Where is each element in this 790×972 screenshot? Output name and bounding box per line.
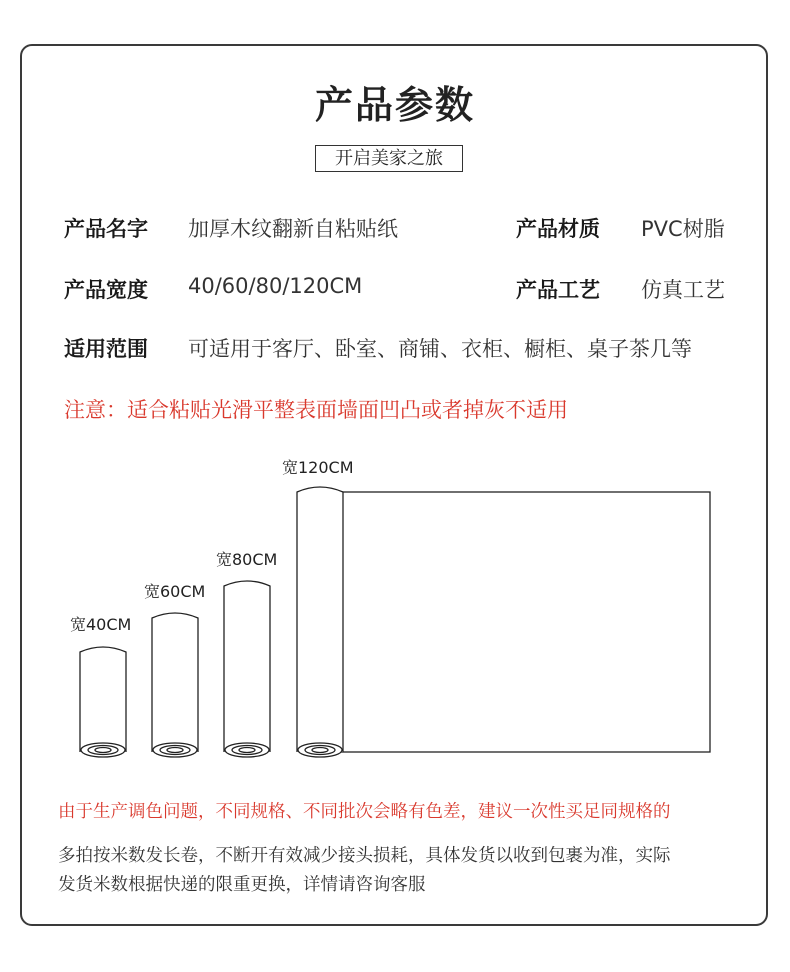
spec-width-label: 产品宽度 <box>64 278 148 302</box>
notice-text: 注意：适合粘贴光滑平整表面墙面凹凸或者掉灰不适用 <box>64 398 568 422</box>
roll-label-80: 宽80CM <box>216 550 278 569</box>
footer-line-3: 发货米数根据快递的限重更换，详情请咨询客服 <box>58 875 426 895</box>
subtitle-tag: 开启美家之旅 <box>315 145 463 172</box>
spec-material-label: 产品材质 <box>516 217 600 241</box>
spec-width-value: 40/60/80/120CM <box>188 274 363 298</box>
footer-warning: 由于生产调色问题，不同规格、不同批次会略有色差，建议一次性买足同规格的 <box>58 802 671 822</box>
spec-craft-label: 产品工艺 <box>516 278 600 302</box>
roll-40-illustration <box>80 647 126 757</box>
footer-line-2: 多拍按米数发长卷，不断开有效减少接头损耗，具体发货以收到包裹为准，实际 <box>58 846 671 866</box>
roll-label-60: 宽60CM <box>144 582 206 601</box>
roll-60-illustration <box>152 613 198 757</box>
spec-name-value: 加厚木纹翻新自粘贴纸 <box>188 217 398 241</box>
spec-scope-value: 可适用于客厅、卧室、商铺、衣柜、橱柜、桌子茶几等 <box>188 337 692 361</box>
spec-material-value: PVC树脂 <box>641 217 725 241</box>
roll-80-illustration <box>224 581 270 757</box>
page-title: 产品参数 <box>314 83 475 127</box>
spec-name-label: 产品名字 <box>64 217 148 241</box>
spec-craft-value: 仿真工艺 <box>641 278 725 302</box>
roll-label-40: 宽40CM <box>70 615 132 634</box>
roll-label-120: 宽120CM <box>282 458 354 477</box>
spec-scope-label: 适用范围 <box>64 337 148 361</box>
roll-120-illustration <box>297 487 710 757</box>
